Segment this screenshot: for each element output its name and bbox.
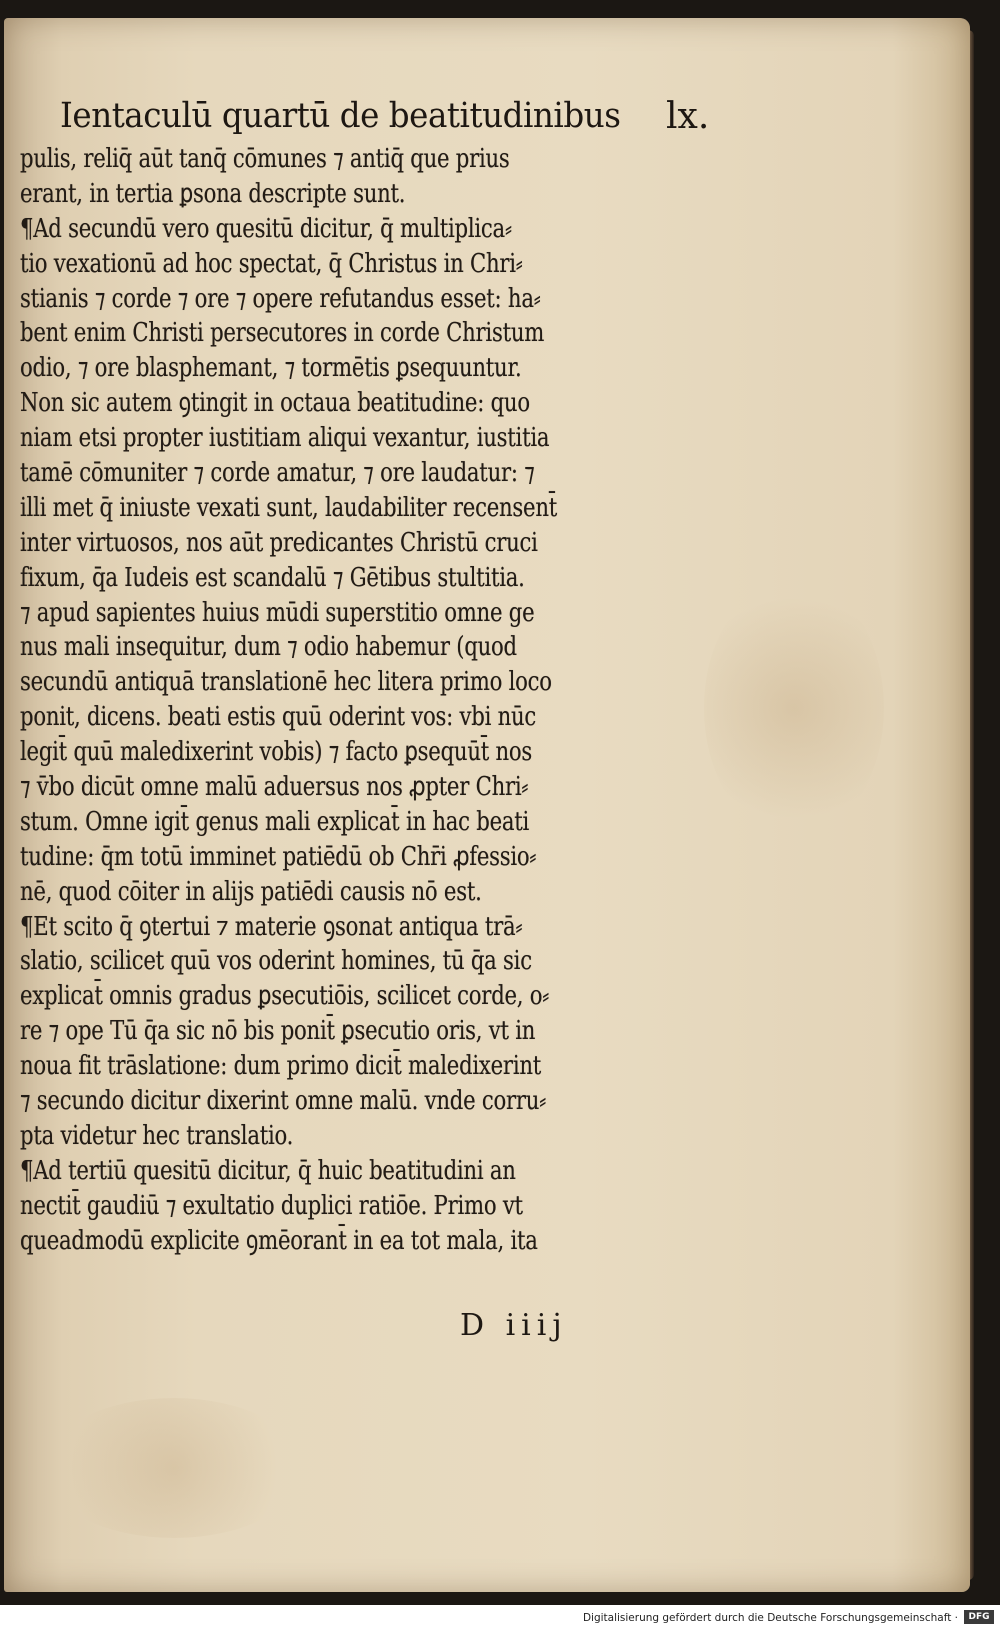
text-line: ⁊ v̄bo dicūt omne malū aduersus nos ꝓpter Chri⸗ — [20, 772, 529, 803]
text-line: bent enim Christi persecutores in corde Christum — [20, 318, 545, 349]
paper-stain — [44, 1398, 304, 1538]
text-line: Non sic autem ꝯtingit in octaua beatitudine: quo — [20, 388, 530, 419]
text-line: niam etsi propter iustitiam aliqui vexantur, iustitia — [20, 423, 550, 454]
text-line: tudine: q̄m totū imminet patiēdū ob Chr̄i ꝓfessio⸗ — [20, 841, 537, 872]
signature-mark: D iiij — [460, 1308, 568, 1343]
text-line: ¶Et scito q̄ ꝯtertui ⁊ materie ꝯsonat antiqua trā⸗ — [20, 911, 523, 942]
dfg-logo: DFG — [964, 1610, 994, 1624]
text-line: tio vexationū ad hoc spectat, q̄ Christus in Chri⸗ — [20, 248, 523, 279]
text-line: erant, in tertia ꝑsona descripte sunt. — [20, 178, 406, 209]
digitization-credit: Digitalisierung gefördert durch die Deutsche Forschungsgemeinschaft · — [582, 1612, 958, 1624]
text-line: ponit, dicens. beati estis quū oderint vos: vbi nūc — [20, 702, 537, 733]
text-block — [20, 142, 740, 1259]
text-line: ⁊ apud sapientes huius mūdi superstitio omne ge — [20, 597, 535, 628]
text-line: legit̄ quū maledixerint vobis) ⁊ facto ꝑsequūt̄ nos — [20, 737, 533, 768]
text-line: illi met q̄ iniuste vexati sunt, laudabiliter recensent̄ — [20, 492, 557, 523]
text-line: ¶Ad secundū vero quesitū dicitur, q̄ multiplica⸗ — [20, 213, 512, 244]
text-line: secundū antiquā translationē hec litera primo loco — [20, 667, 552, 698]
text-line: explicat̄ omnis gradus ꝑsecutiōis, scilicet corde, o⸗ — [20, 981, 550, 1012]
text-line: stum. Omne igit̄ genus mali explicat̄ in hac beati — [20, 806, 530, 837]
text-line: inter virtuosos, nos aūt predicantes Christū cruci — [20, 527, 538, 558]
text-line: ⁊ secundo dicitur dixerint omne malū. vnde corru⸗ — [20, 1086, 547, 1117]
text-line: ¶Ad tertiū quesitū dicitur, q̄ huic beatitudini an — [20, 1155, 516, 1186]
text-line: queadmodū explicite ꝯmēorant̄ in ea tot mala, ita — [20, 1225, 538, 1256]
text-line: slatio, scilicet quū vos oderint homines, tū q̄a sic — [20, 946, 532, 977]
folio-number: lx. — [666, 96, 710, 137]
text-line: stianis ⁊ corde ⁊ ore ⁊ opere refutandus esset: ha⸗ — [20, 283, 541, 314]
text-line: nectit̄ gaudiū ⁊ exultatio duplici ratiōe. Primo vt — [20, 1190, 523, 1221]
text-line: tamē cōmuniter ⁊ corde amatur, ⁊ ore laudatur: ⁊ — [20, 458, 535, 489]
text-line: nus mali insequitur, dum ⁊ odio habemur (quod — [20, 632, 517, 663]
text-line: noua fit trāslatione: dum primo dicit̄ maledixerint — [20, 1051, 542, 1082]
text-line: pulis, reliq̄ aūt tanq̄ cōmunes ⁊ antiq̄ que prius — [20, 144, 510, 174]
text-line: re ⁊ ope Tū q̄a sic nō bis ponit̄ ꝑsecutio oris, vt in — [20, 1016, 536, 1047]
text-line: odio, ⁊ ore blasphemant, ⁊ tormētis ꝑsequuntur. — [20, 353, 522, 384]
running-head: Ientaculū quartū de beatitudinibus — [60, 96, 621, 136]
text-line: fixum, q̄a Iudeis est scandalū ⁊ Gētibus stultitia. — [20, 562, 525, 593]
text-line: pta videtur hec translatio. — [20, 1120, 294, 1151]
text-line: nē, quod cōiter in alijs patiēdi causis nō est. — [20, 876, 482, 907]
